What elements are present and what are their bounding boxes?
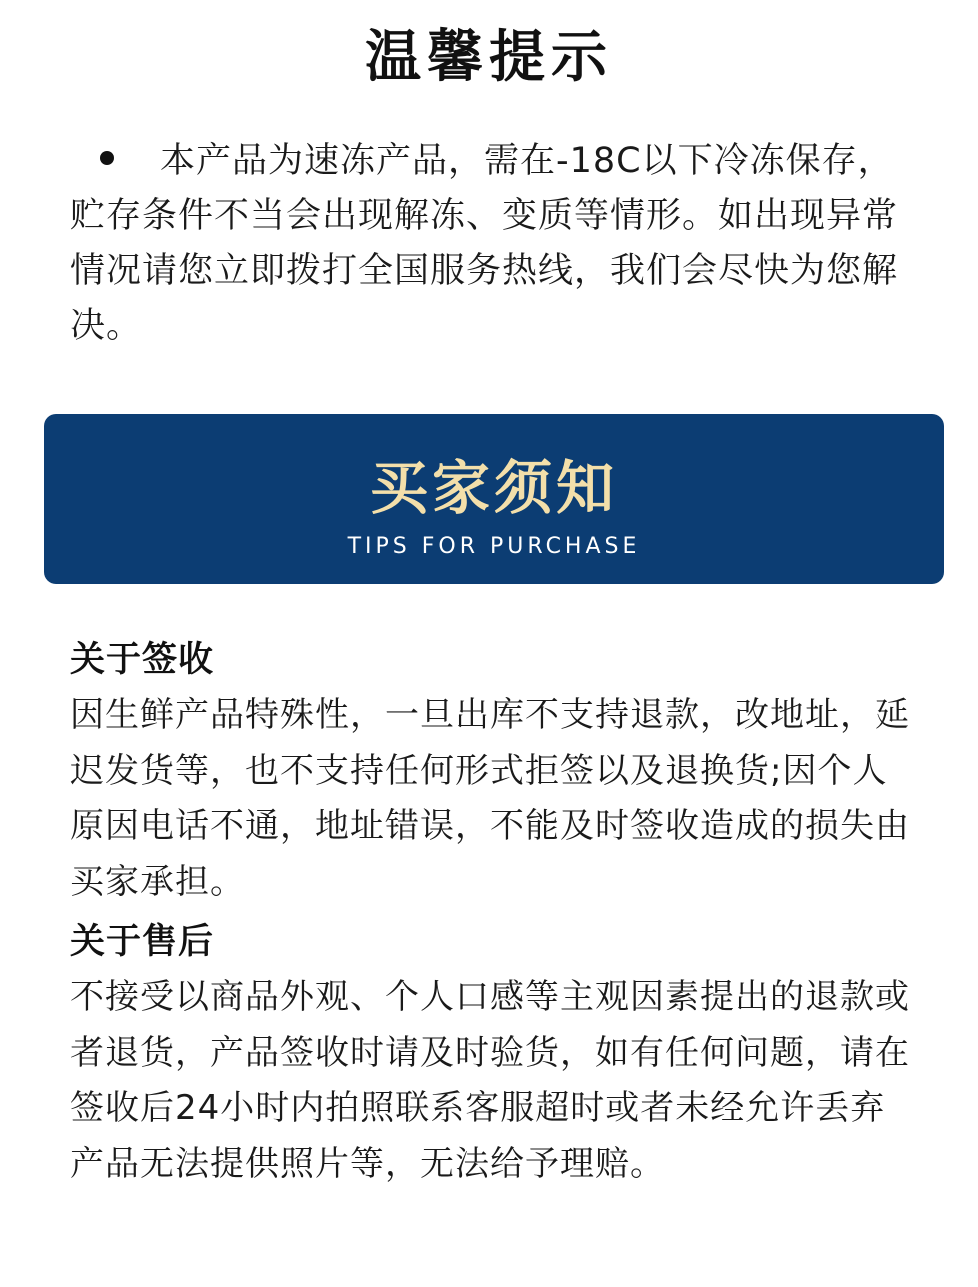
bullet-icon — [100, 151, 114, 165]
section-heading: 关于签收 — [70, 640, 215, 680]
buyer-notice-banner — [44, 414, 944, 584]
section-body: 因生鲜产品特殊性，一旦出库不支持退款，改地址，延迟发货等，也不支持任何形式拒签以及退换货;因个人原因电话不通，地址错误，不能及时签收造成的损失由买家承担。 — [70, 695, 910, 902]
section-after-sale — [70, 914, 920, 1192]
section-heading: 关于售后 — [70, 922, 215, 962]
section-signing — [70, 632, 920, 910]
page-title: 温馨提示 — [365, 25, 613, 90]
notice-text: 本产品为速冻产品，需在-18C以下冷冻保存，贮存条件不当会出现解冻、变质等情形。如出现异常情况请您立即拨打全国服务热线，我们会尽快为您解决。 — [70, 141, 899, 346]
section-body: 不接受以商品外观、个人口感等主观因素提出的退款或者退货，产品签收时请及时验货，如有任何问题，请在签收后24小时内拍照联系客服超时或者未经允许丢弃产品无法提供照片等，无法给予理赔。 — [70, 977, 910, 1184]
notice-paragraph — [70, 134, 920, 354]
banner-title: 买家须知 — [369, 454, 618, 522]
banner-subtitle: TIPS FOR PURCHASE — [347, 534, 641, 559]
